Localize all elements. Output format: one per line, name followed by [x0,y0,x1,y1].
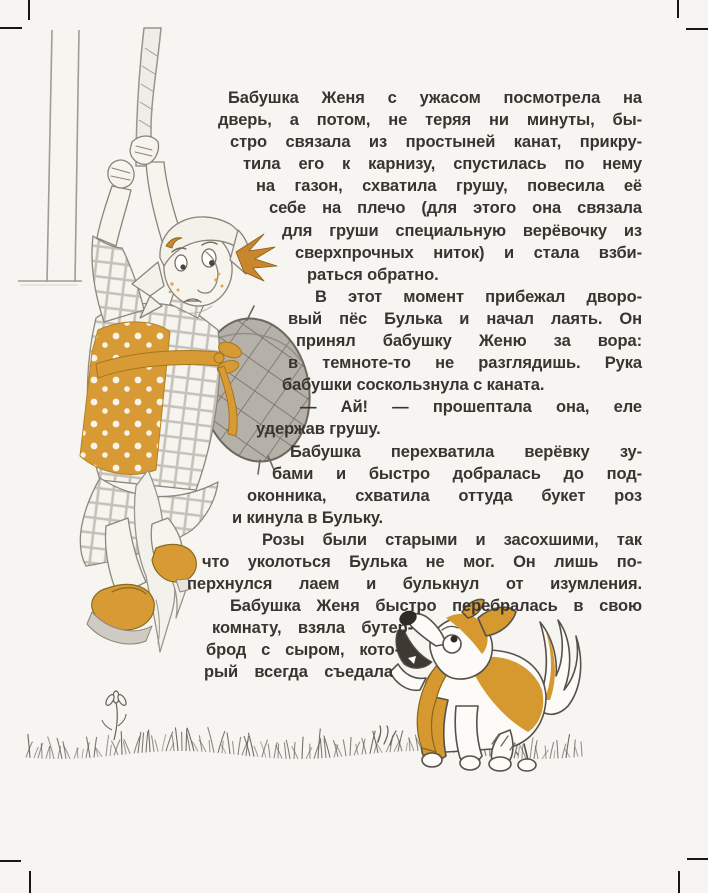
text-line: комнату, взяла бутер- [212,619,413,638]
text-line: вый пёс Булька и начал лаять. Он [288,309,642,328]
text-line: Розы были старыми и засохшими, так [262,530,642,549]
text-line: удержав грушу. [256,420,381,439]
text-line: Бабушка Женя быстро перебралась в свою [230,597,642,616]
flower [102,691,128,740]
text-line: Бабушка Женя с ужасом посмотрела на [228,89,642,107]
text-line: оконника, схватила оттуда букет роз [247,486,642,505]
text-line: раться обратно. [307,265,439,284]
crop-mark-top-right [678,0,708,29]
text-line: что уколоться Булька не мог. Он лишь по- [202,552,642,571]
crop-mark-top-left [0,0,29,28]
text-line: сверхпрочных ниток) и стала взби- [295,243,642,262]
text-line: себе на плечо (для этого она связала [269,199,642,218]
text-line: для груши специальную верёвочку из [282,221,642,240]
text-line: тила его к карнизу, спустилась по нему [243,155,642,174]
text-line: бабушки соскользнула с каната. [282,376,545,395]
text-line: брод с сыром, кото- [206,641,400,660]
text-line: — Ай! — прошептала она, еле [300,398,642,417]
text-line: перхнулся лаем и булькнул от изумления. [187,575,642,594]
crop-mark-bottom-right [679,859,708,893]
text-line: В этот момент прибежал дворо- [315,287,642,306]
text-line: рый всегда съедала [204,663,393,682]
text-line: Бабушка перехватила верёвку зу- [290,442,642,461]
text-line: и кинула в Бульку. [232,508,384,527]
crop-mark-bottom-left [0,861,30,893]
text-line: дверь, а потом, не теряя ни минуты, бы- [218,111,642,130]
text-line: на газон, схватила грушу, повесила её [256,177,642,196]
text-line: стро связала из простыней канат, прикру- [230,133,642,152]
text-line: в темноте-то не разглядишь. Рука [288,354,642,373]
text-line: принял бабушку Женю за вора: [296,332,642,351]
text-line: бами и быстро добралась до под- [272,464,642,483]
story-text [0,87,642,684]
